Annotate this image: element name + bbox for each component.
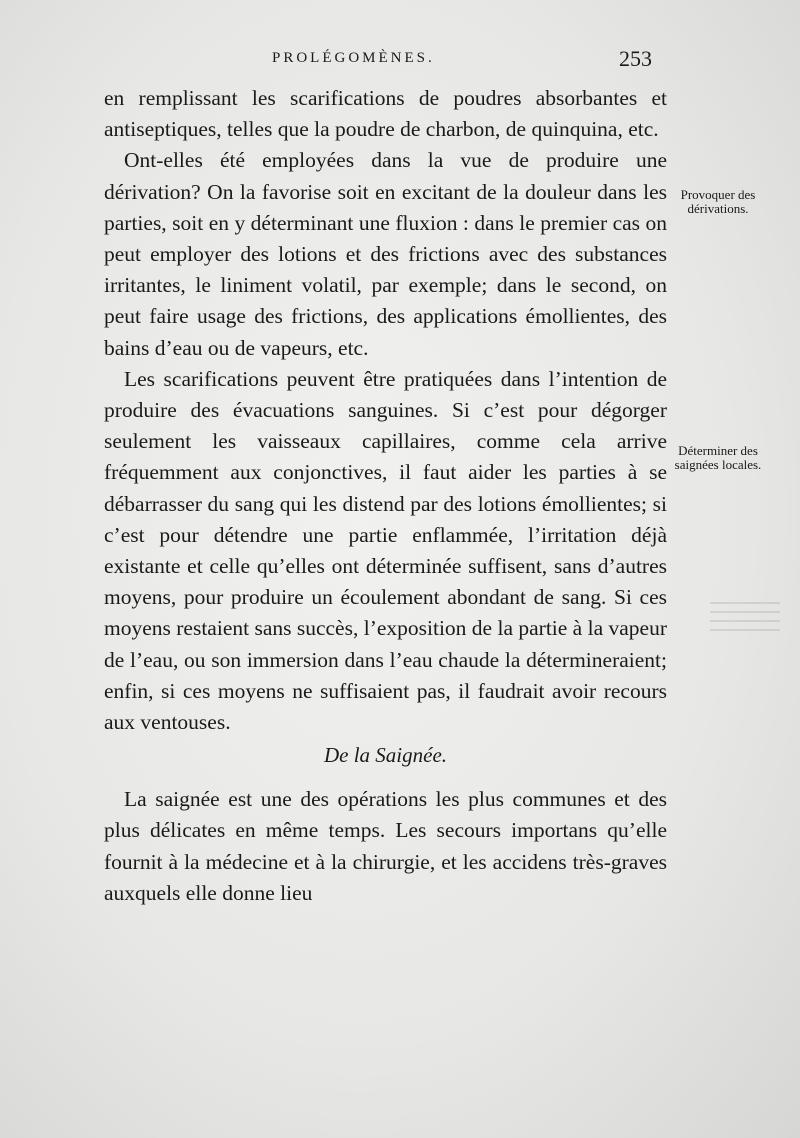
- paragraph-scarifications: Les scarifications peuvent être pratiquées dans l’intention de produire des évacuations sanguines. Si c’est pour dégorger seulement les vaisseaux capillaires, comme cela arrive fréquemment aux conjonctives, il faut aider les parties à se débarrasser du sang qui les distend par des lotions émollientes; si c’est pour détendre une partie enflammée, l’irritation déjà existante et celle qu’elles ont déterminée suffisent, sans d’autres moyens, pour produire un écoulement abondant de sang. Si ces moyens restaient sans succès, l’exposition de la partie à la vapeur de l’eau, ou son immersion dans l’eau chaude la détermineraient; enfin, si ces moyens ne suffisaient pas, il faudrait avoir recours aux ventouses.: [104, 366, 667, 735]
- paragraph-continued: en remplissant les scarifications de poudres absorbantes et antiseptiques, telles que la poudre de charbon, de quinquina, etc.: [104, 86, 667, 142]
- page-header: [100, 46, 660, 76]
- section-heading: De la Saignée.: [323, 743, 448, 768]
- page-body: [104, 83, 667, 909]
- margin-note-saignees-locales: Déterminer des saignées locales.: [674, 443, 762, 472]
- margin-note-derivations: Provoquer des dérivations.: [680, 187, 756, 216]
- running-title: PROLÉGOMÈNES.: [272, 50, 435, 66]
- paragraph-derivation: Ont-elles été employées dans la vue de produire une dérivation? On la favorise soit en excitant de la douleur dans les parties, soit en y déterminant une fluxion : dans le premier cas on peut employer des lotions et des frictions avec des substances irritantes, le liniment volatil, par exemple; dans le second, on peut faire usage des frictions, des applications émollientes, des bains d’eau ou de vapeurs, etc.: [104, 148, 667, 360]
- show-through-text: [710, 595, 780, 645]
- paragraph-saignee: La saignée est une des opérations les plus communes et des plus délicates en même temps. Les secours importans qu’elle fournit à la médecine et à la chirurgie, et les accidens très-graves auxquels elle donne lieu: [104, 787, 667, 905]
- page-number: 253: [619, 46, 652, 71]
